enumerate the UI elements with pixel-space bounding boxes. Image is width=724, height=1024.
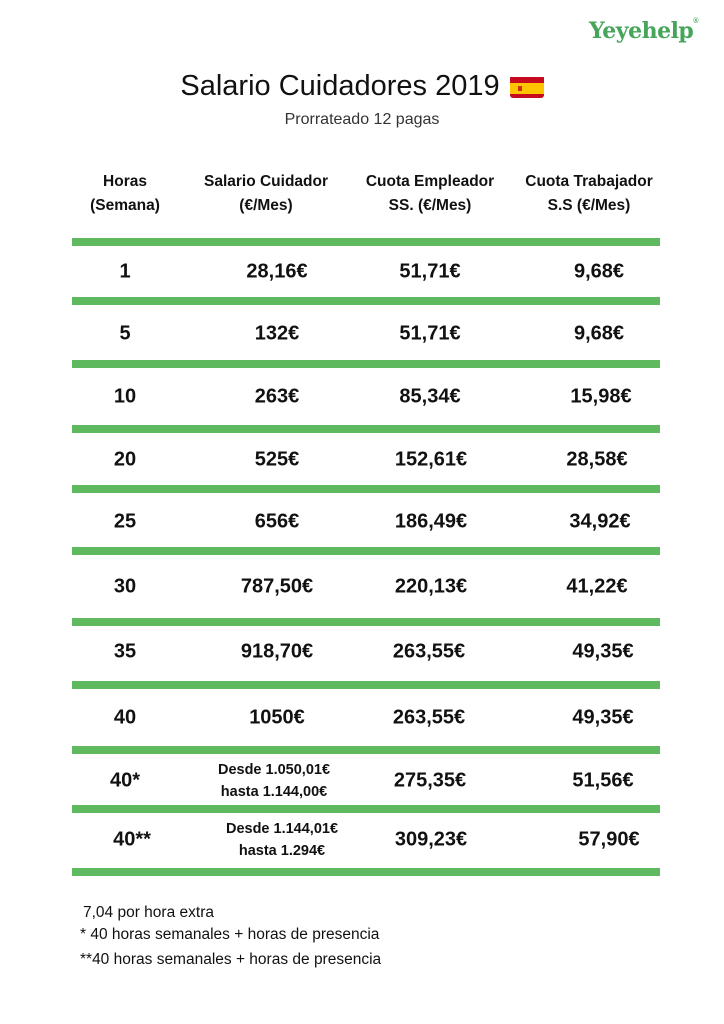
page-title xyxy=(0,70,724,103)
row-divider xyxy=(72,485,660,493)
note-double-asterisk: **40 horas semanales + horas de presencia xyxy=(80,951,382,968)
note-single-asterisk: * 40 horas semanales + horas de presencia xyxy=(80,926,380,943)
header-horas-line1: Horas xyxy=(103,173,147,190)
cell-horas: 1 xyxy=(119,260,131,283)
cell-horas: 25 xyxy=(113,510,137,533)
cell-trabajador: 49,35€ xyxy=(572,640,634,663)
row-divider xyxy=(72,868,660,876)
cell-trabajador: 28,58€ xyxy=(566,448,628,471)
cell-horas: 40** xyxy=(113,828,151,851)
cell-horas: 35 xyxy=(113,640,137,663)
yeyehelp-logo[interactable] xyxy=(589,18,698,44)
header-horas xyxy=(90,170,160,218)
logo-text: Yeyehelp xyxy=(589,18,694,44)
row-divider xyxy=(72,547,660,555)
cell-horas: 20 xyxy=(113,448,137,471)
row-divider xyxy=(72,360,660,368)
cell-trabajador: 34,92€ xyxy=(569,510,631,533)
cell-empleador: 51,71€ xyxy=(399,322,461,345)
cell-horas: 10 xyxy=(113,385,137,408)
row-divider xyxy=(72,681,660,689)
header-horas-line2: (Semana) xyxy=(90,197,160,214)
range-from: Desde 1.050,01€ xyxy=(217,762,331,778)
header-empleador-line1: Cuota Empleador xyxy=(365,173,495,190)
footnotes xyxy=(80,902,381,971)
cell-trabajador: 9,68€ xyxy=(573,322,625,345)
header-trabajador xyxy=(525,170,652,218)
cell-salario: 918,70€ xyxy=(240,640,314,663)
row-divider xyxy=(72,618,660,626)
note-overtime: 7,04 por hora extra xyxy=(83,904,214,921)
page-title-text: Salario Cuidadores 2019 xyxy=(180,70,500,102)
cell-salario: 263€ xyxy=(254,385,300,408)
range-to: hasta 1.144,00€ xyxy=(220,784,328,800)
header-empleador xyxy=(366,170,494,218)
row-divider xyxy=(72,425,660,433)
cell-salario: 1050€ xyxy=(249,706,305,729)
range-to: hasta 1.294€ xyxy=(238,843,326,859)
cell-empleador: 309,23€ xyxy=(394,828,468,851)
cell-horas: 40 xyxy=(113,706,137,729)
row-divider xyxy=(72,746,660,754)
range-from: Desde 1.144,01€ xyxy=(225,821,339,837)
header-salario-line1: Salario Cuidador xyxy=(203,173,329,190)
row-divider xyxy=(72,238,660,246)
header-trabajador-line1: Cuota Trabajador xyxy=(525,173,653,190)
cell-trabajador: 57,90€ xyxy=(578,828,640,851)
cell-empleador: 263,55€ xyxy=(392,640,466,663)
cell-trabajador: 15,98€ xyxy=(570,385,632,408)
cell-trabajador: 9,68€ xyxy=(573,260,625,283)
cell-trabajador: 41,22€ xyxy=(566,575,628,598)
cell-salario: 525€ xyxy=(254,448,300,471)
cell-trabajador: 49,35€ xyxy=(572,706,634,729)
cell-salario: 28,16€ xyxy=(246,260,308,283)
header-trabajador-line2: S.S (€/Mes) xyxy=(547,197,631,214)
cell-horas: 30 xyxy=(113,575,137,598)
cell-salario: 132€ xyxy=(254,322,300,345)
cell-empleador: 275,35€ xyxy=(393,769,467,792)
header-salario-line2: (€/Mes) xyxy=(239,197,293,214)
cell-empleador: 85,34€ xyxy=(399,385,461,408)
cell-empleador: 220,13€ xyxy=(394,575,468,598)
cell-empleador: 51,71€ xyxy=(399,260,461,283)
cell-empleador: 263,55€ xyxy=(392,706,466,729)
row-divider xyxy=(72,297,660,305)
table-header xyxy=(0,170,724,220)
cell-trabajador: 51,56€ xyxy=(572,769,634,792)
spain-flag-icon xyxy=(510,75,544,98)
row-divider xyxy=(72,805,660,813)
cell-horas: 40* xyxy=(109,769,141,792)
cell-salario: 656€ xyxy=(254,510,300,533)
cell-salario-range xyxy=(226,818,338,862)
cell-salario: 787,50€ xyxy=(240,575,314,598)
cell-horas: 5 xyxy=(119,322,131,345)
header-empleador-line2: SS. (€/Mes) xyxy=(388,197,472,214)
registered-mark: ® xyxy=(693,18,698,25)
cell-empleador: 186,49€ xyxy=(394,510,468,533)
cell-empleador: 152,61€ xyxy=(394,448,468,471)
cell-salario-range xyxy=(218,759,330,803)
header-salario xyxy=(204,170,328,218)
page-subtitle: Prorrateado 12 pagas xyxy=(284,111,440,128)
